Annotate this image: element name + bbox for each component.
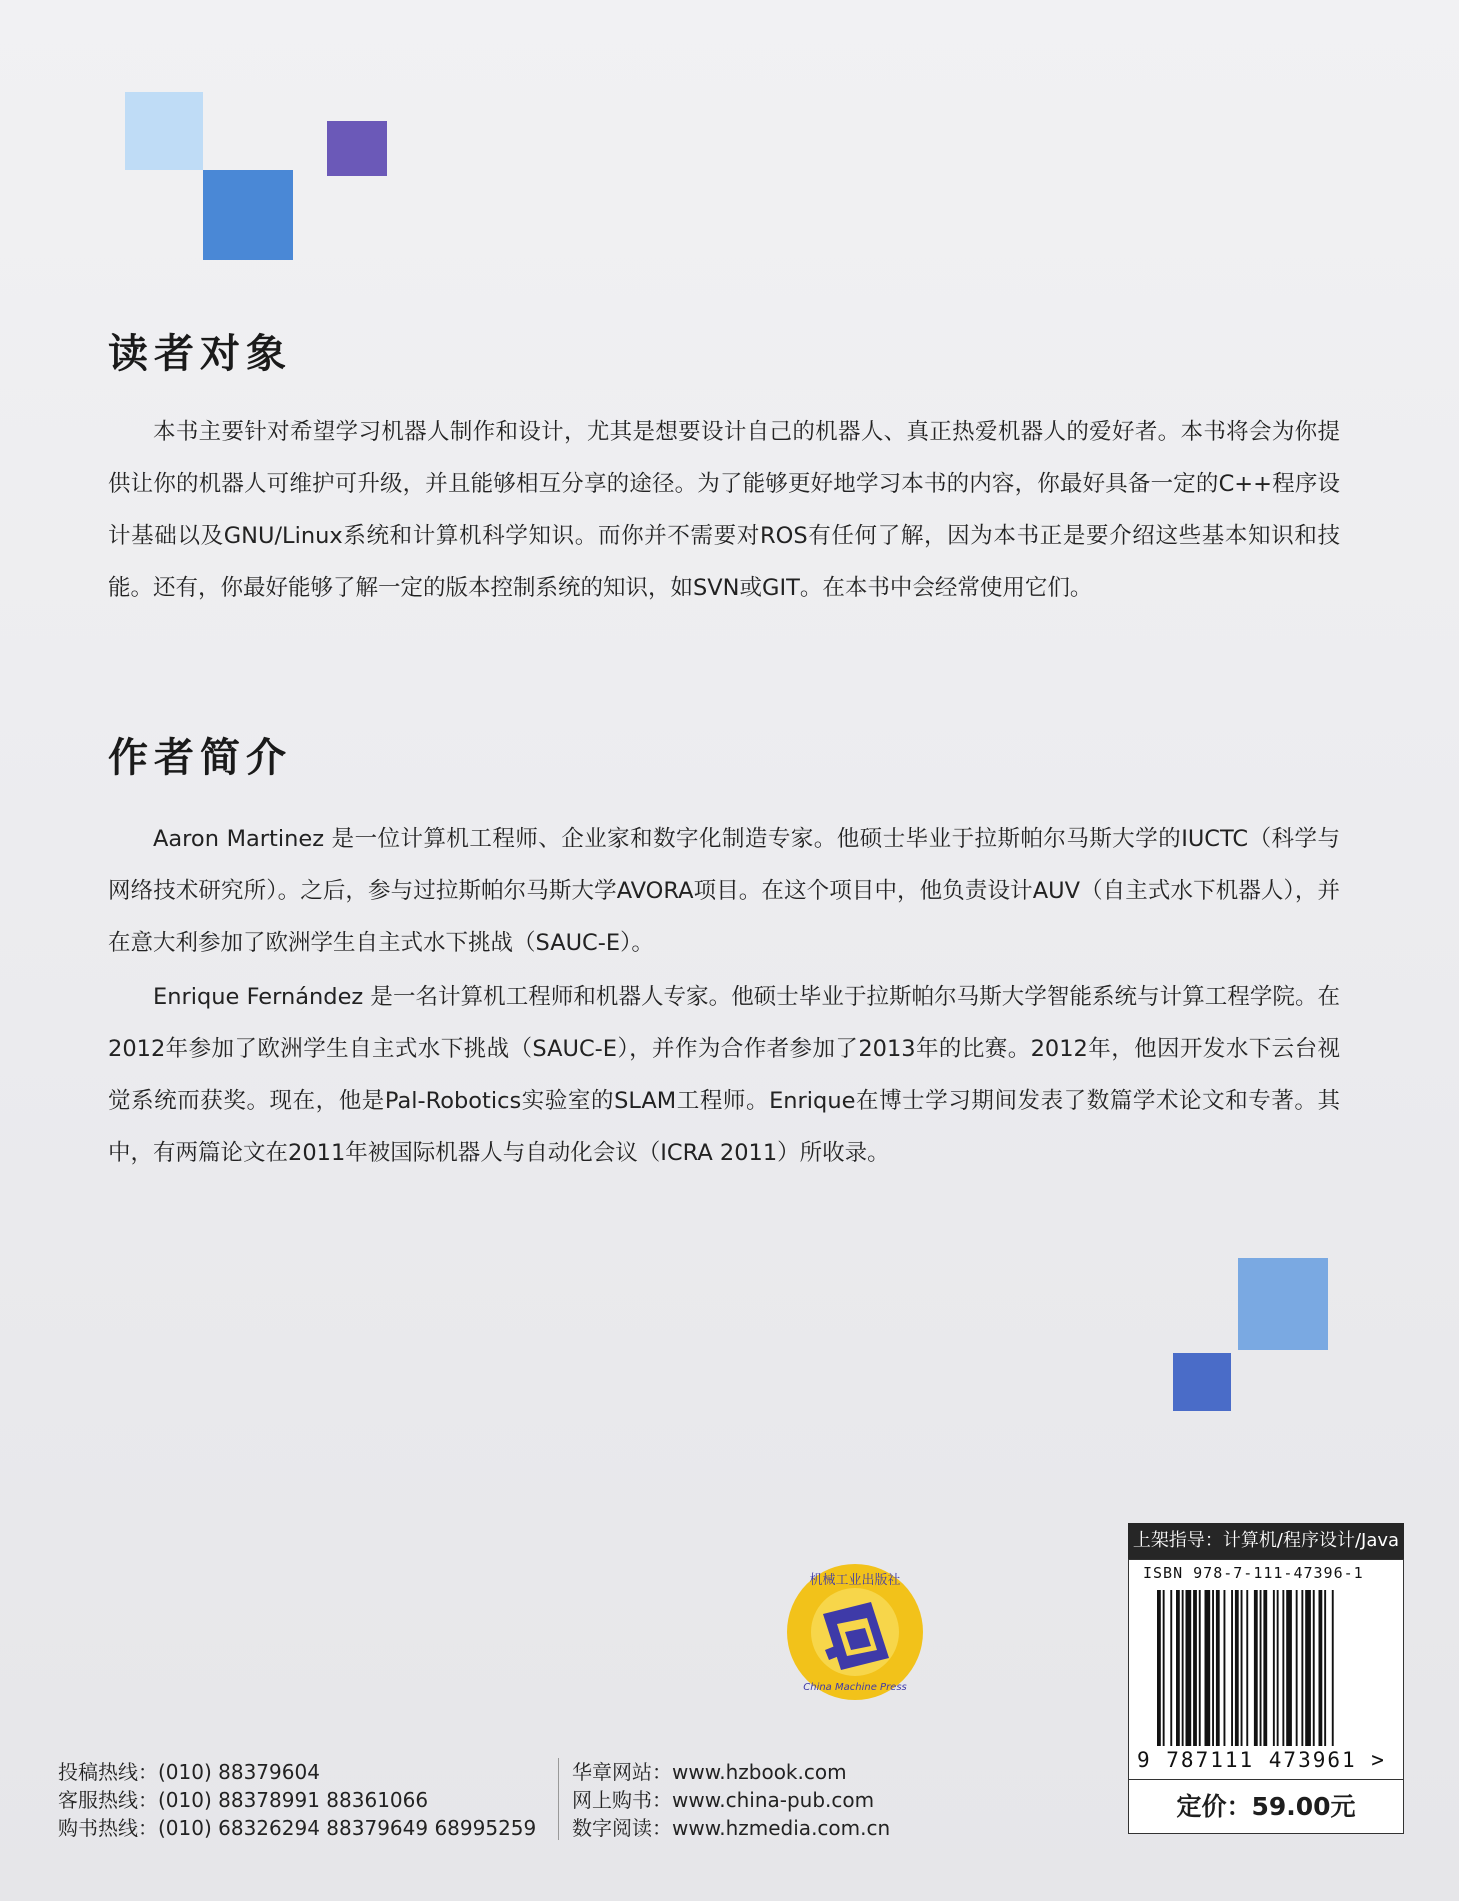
publisher-logo [785, 1562, 925, 1702]
barcode-bar [1277, 1590, 1279, 1746]
barcode-bar [1199, 1590, 1201, 1746]
barcode-bar [1241, 1590, 1243, 1746]
decor-square-light-right [1238, 1258, 1328, 1350]
author-paragraph-enrique: Enrique Fernández 是一名计算机工程师和机器人专家。他硕士毕业于拉斯帕尔马斯大学智能系统与计算工程学院。在2012年参加了欧洲学生自主式水下挑战（SAUC-E），并作为合作者参加了2013年的比赛。2012年，他因开发水下云台视觉系统而获奖。现在，他是Pal-Robotics实验室的SLAM工程师。Enrique在博士学习期间发表了数篇学术论文和专著。其中，有两篇论文在2011年被国际机器人与自动化会议（ICRA 2011）所收录。 [108, 984, 1340, 1166]
barcode-bar [1170, 1590, 1172, 1746]
barcode-bar [1319, 1590, 1323, 1746]
barcode-bar [1273, 1590, 1275, 1746]
authors-heading: 作者简介 [108, 735, 292, 781]
author-paragraph-aaron: Aaron Martinez 是一位计算机工程师、企业家和数字化制造专家。他硕士毕业于拉斯帕尔马斯大学的IUCTC（科学与网络技术研究所）。之后，参与过拉斯帕尔马斯大学AVORA项目。在这个项目中，他负责设计AUV（自主式水下机器人），并在意大利参加了欧洲学生自主式水下挑战（SAUC-E）。 [108, 826, 1340, 956]
website-hzbook[interactable]: www.hzbook.com [672, 1760, 847, 1784]
website-hzmedia[interactable]: www.hzmedia.com.cn [672, 1816, 891, 1840]
barcode-bar [1324, 1590, 1326, 1746]
barcode-bar [1235, 1590, 1239, 1746]
barcode-bar [1212, 1590, 1214, 1746]
isbn-box [1128, 1559, 1404, 1780]
decor-square-light [125, 92, 203, 170]
barcode-bar [1286, 1590, 1292, 1746]
barcode-bar [1176, 1590, 1180, 1746]
barcode-bar [1182, 1590, 1184, 1746]
barcode-bar [1313, 1590, 1315, 1746]
barcode-bar [1205, 1590, 1211, 1746]
contact-row: 投稿热线：(010) 88379604 [58, 1760, 320, 1784]
decor-square-dark-right [1173, 1353, 1231, 1411]
barcode-bar [1296, 1590, 1298, 1746]
barcode-bar [1301, 1590, 1303, 1746]
hotline-submit: (010) 88379604 [158, 1760, 320, 1784]
barcode-bar [1231, 1590, 1233, 1746]
barcode-bar [1260, 1590, 1262, 1746]
barcode-bar [1163, 1590, 1165, 1746]
barcode-bar [1246, 1590, 1248, 1746]
audience-heading: 读者对象 [108, 331, 292, 377]
contact-row: 网上购书：www.china-pub.com [572, 1788, 875, 1812]
barcode-bar [1254, 1590, 1258, 1746]
barcode-bar [1186, 1590, 1192, 1746]
barcode-bar [1216, 1590, 1220, 1746]
contact-row: 华章网站：www.hzbook.com [572, 1760, 847, 1784]
logo-bottom-text: China Machine Press [803, 1682, 907, 1693]
decor-square-blue [203, 170, 293, 260]
audience-paragraph: 本书主要针对希望学习机器人制作和设计，尤其是想要设计自己的机器人、真正热爱机器人的爱好者。本书将会为你提供让你的机器人可维护可升级，并且能够相互分享的途径。为了能够更好地学习本书的内容，你最好具备一定的C++程序设计基础以及GNU/Linux系统和计算机科学知识。而你并不需要对ROS有任何了解，因为本书正是要介绍这些基本知识和技能。还有，你最好能够了解一定的版本控制系统的知识，如SVN或GIT。在本书中会经常使用它们。 [108, 419, 1340, 601]
contact-row: 购书热线：(010) 68326294 88379649 68995259 [58, 1816, 537, 1840]
contact-websites [572, 1758, 890, 1842]
barcode [1157, 1590, 1379, 1746]
hotline-purchase: (010) 68326294 88379649 68995259 [158, 1816, 537, 1840]
barcode-bar [1193, 1590, 1197, 1746]
website-china-pub[interactable]: www.china-pub.com [672, 1788, 875, 1812]
barcode-bar [1263, 1590, 1267, 1746]
logo-top-text: 机械工业出版社 [809, 1573, 901, 1588]
barcode-bar [1282, 1590, 1284, 1746]
contact-hotlines [58, 1758, 536, 1842]
barcode-bar [1157, 1590, 1161, 1746]
footer-divider [558, 1758, 559, 1840]
barcode-bar [1224, 1590, 1226, 1746]
decor-square-purple [327, 121, 387, 176]
barcode-bar [1332, 1590, 1334, 1746]
isbn-number: ISBN 978-7-111-47396-1 [1143, 1564, 1364, 1582]
hotline-service: (010) 88378991 88361066 [158, 1788, 429, 1812]
contact-row: 数字阅读：www.hzmedia.com.cn [572, 1816, 891, 1840]
contact-row: 客服热线：(010) 88378991 88361066 [58, 1788, 429, 1812]
barcode-bar [1305, 1590, 1311, 1746]
barcode-number: 9 787111 473961 > [1137, 1748, 1386, 1772]
price: 定价：59.00元 [1128, 1780, 1404, 1834]
shelf-guide: 上架指导：计算机/程序设计/Java [1128, 1523, 1404, 1559]
